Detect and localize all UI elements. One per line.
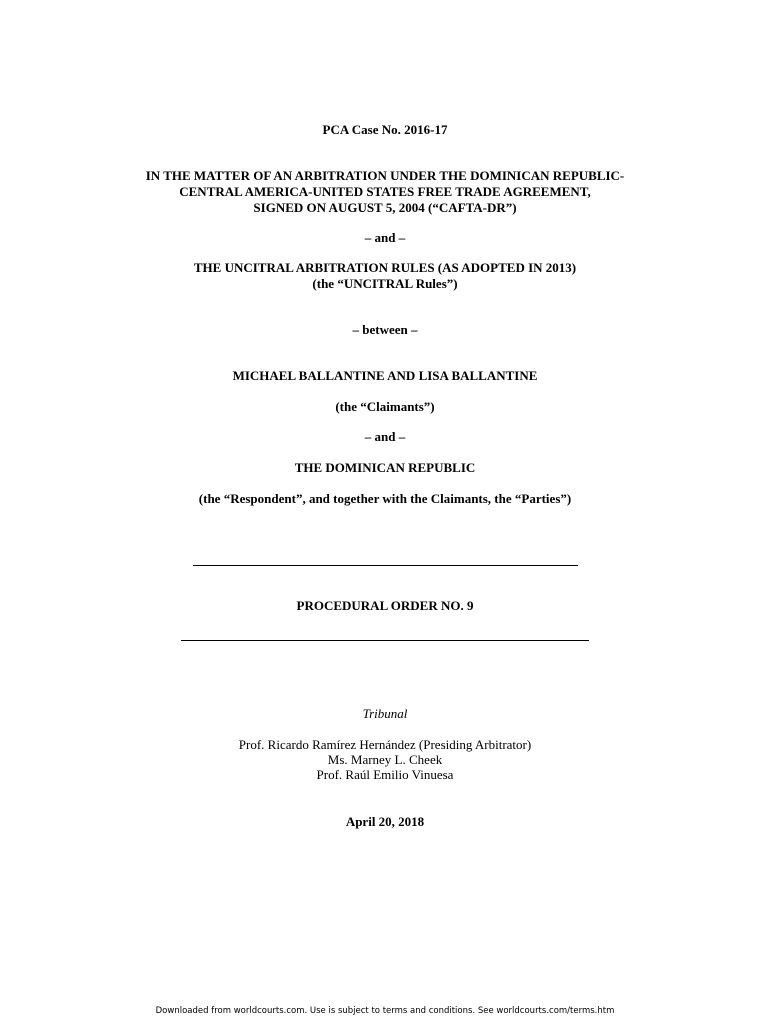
- rules-heading-line-1: THE UNCITRAL ARBITRATION RULES (AS ADOPTED IN 2013): [193, 260, 577, 275]
- matter-heading-line-3: SIGNED ON AUGUST 5, 2004 (“CAFTA-DR”): [253, 200, 517, 215]
- connector-between: – between –: [352, 322, 418, 337]
- case-number: PCA Case No. 2016-17: [322, 122, 448, 137]
- matter-heading-line-2: CENTRAL AMERICA-UNITED STATES FREE TRADE AGREEMENT,: [179, 184, 591, 199]
- tribunal-member-presiding: Prof. Ricardo Ramírez Hernández (Presiding Arbitrator): [238, 737, 532, 752]
- connector-and-1: – and –: [364, 230, 406, 245]
- rules-heading-line-2: (the “UNCITRAL Rules”): [312, 276, 458, 291]
- order-title: PROCEDURAL ORDER NO. 9: [296, 598, 474, 613]
- claimants-label: (the “Claimants”): [335, 399, 435, 414]
- tribunal-member-vinuesa: Prof. Raúl Emilio Vinuesa: [316, 767, 454, 782]
- claimants-name: MICHAEL BALLANTINE AND LISA BALLANTINE: [232, 368, 538, 383]
- matter-heading-line-1: IN THE MATTER OF AN ARBITRATION UNDER THE DOMINICAN REPUBLIC-: [145, 168, 625, 183]
- top-divider-rule: [193, 565, 578, 566]
- bottom-divider-rule: [181, 640, 589, 641]
- download-footer: Downloaded from worldcourts.com. Use is subject to terms and conditions. See worldcourts.com/terms.htm: [155, 1006, 615, 1016]
- tribunal-member-cheek: Ms. Marney L. Cheek: [327, 752, 443, 767]
- connector-and-2: – and –: [364, 429, 406, 444]
- respondent-label: (the “Respondent”, and together with the Claimants, the “Parties”): [198, 491, 572, 506]
- tribunal-heading: Tribunal: [362, 706, 408, 721]
- respondent-name: THE DOMINICAN REPUBLIC: [294, 460, 476, 475]
- order-date: April 20, 2018: [345, 814, 425, 829]
